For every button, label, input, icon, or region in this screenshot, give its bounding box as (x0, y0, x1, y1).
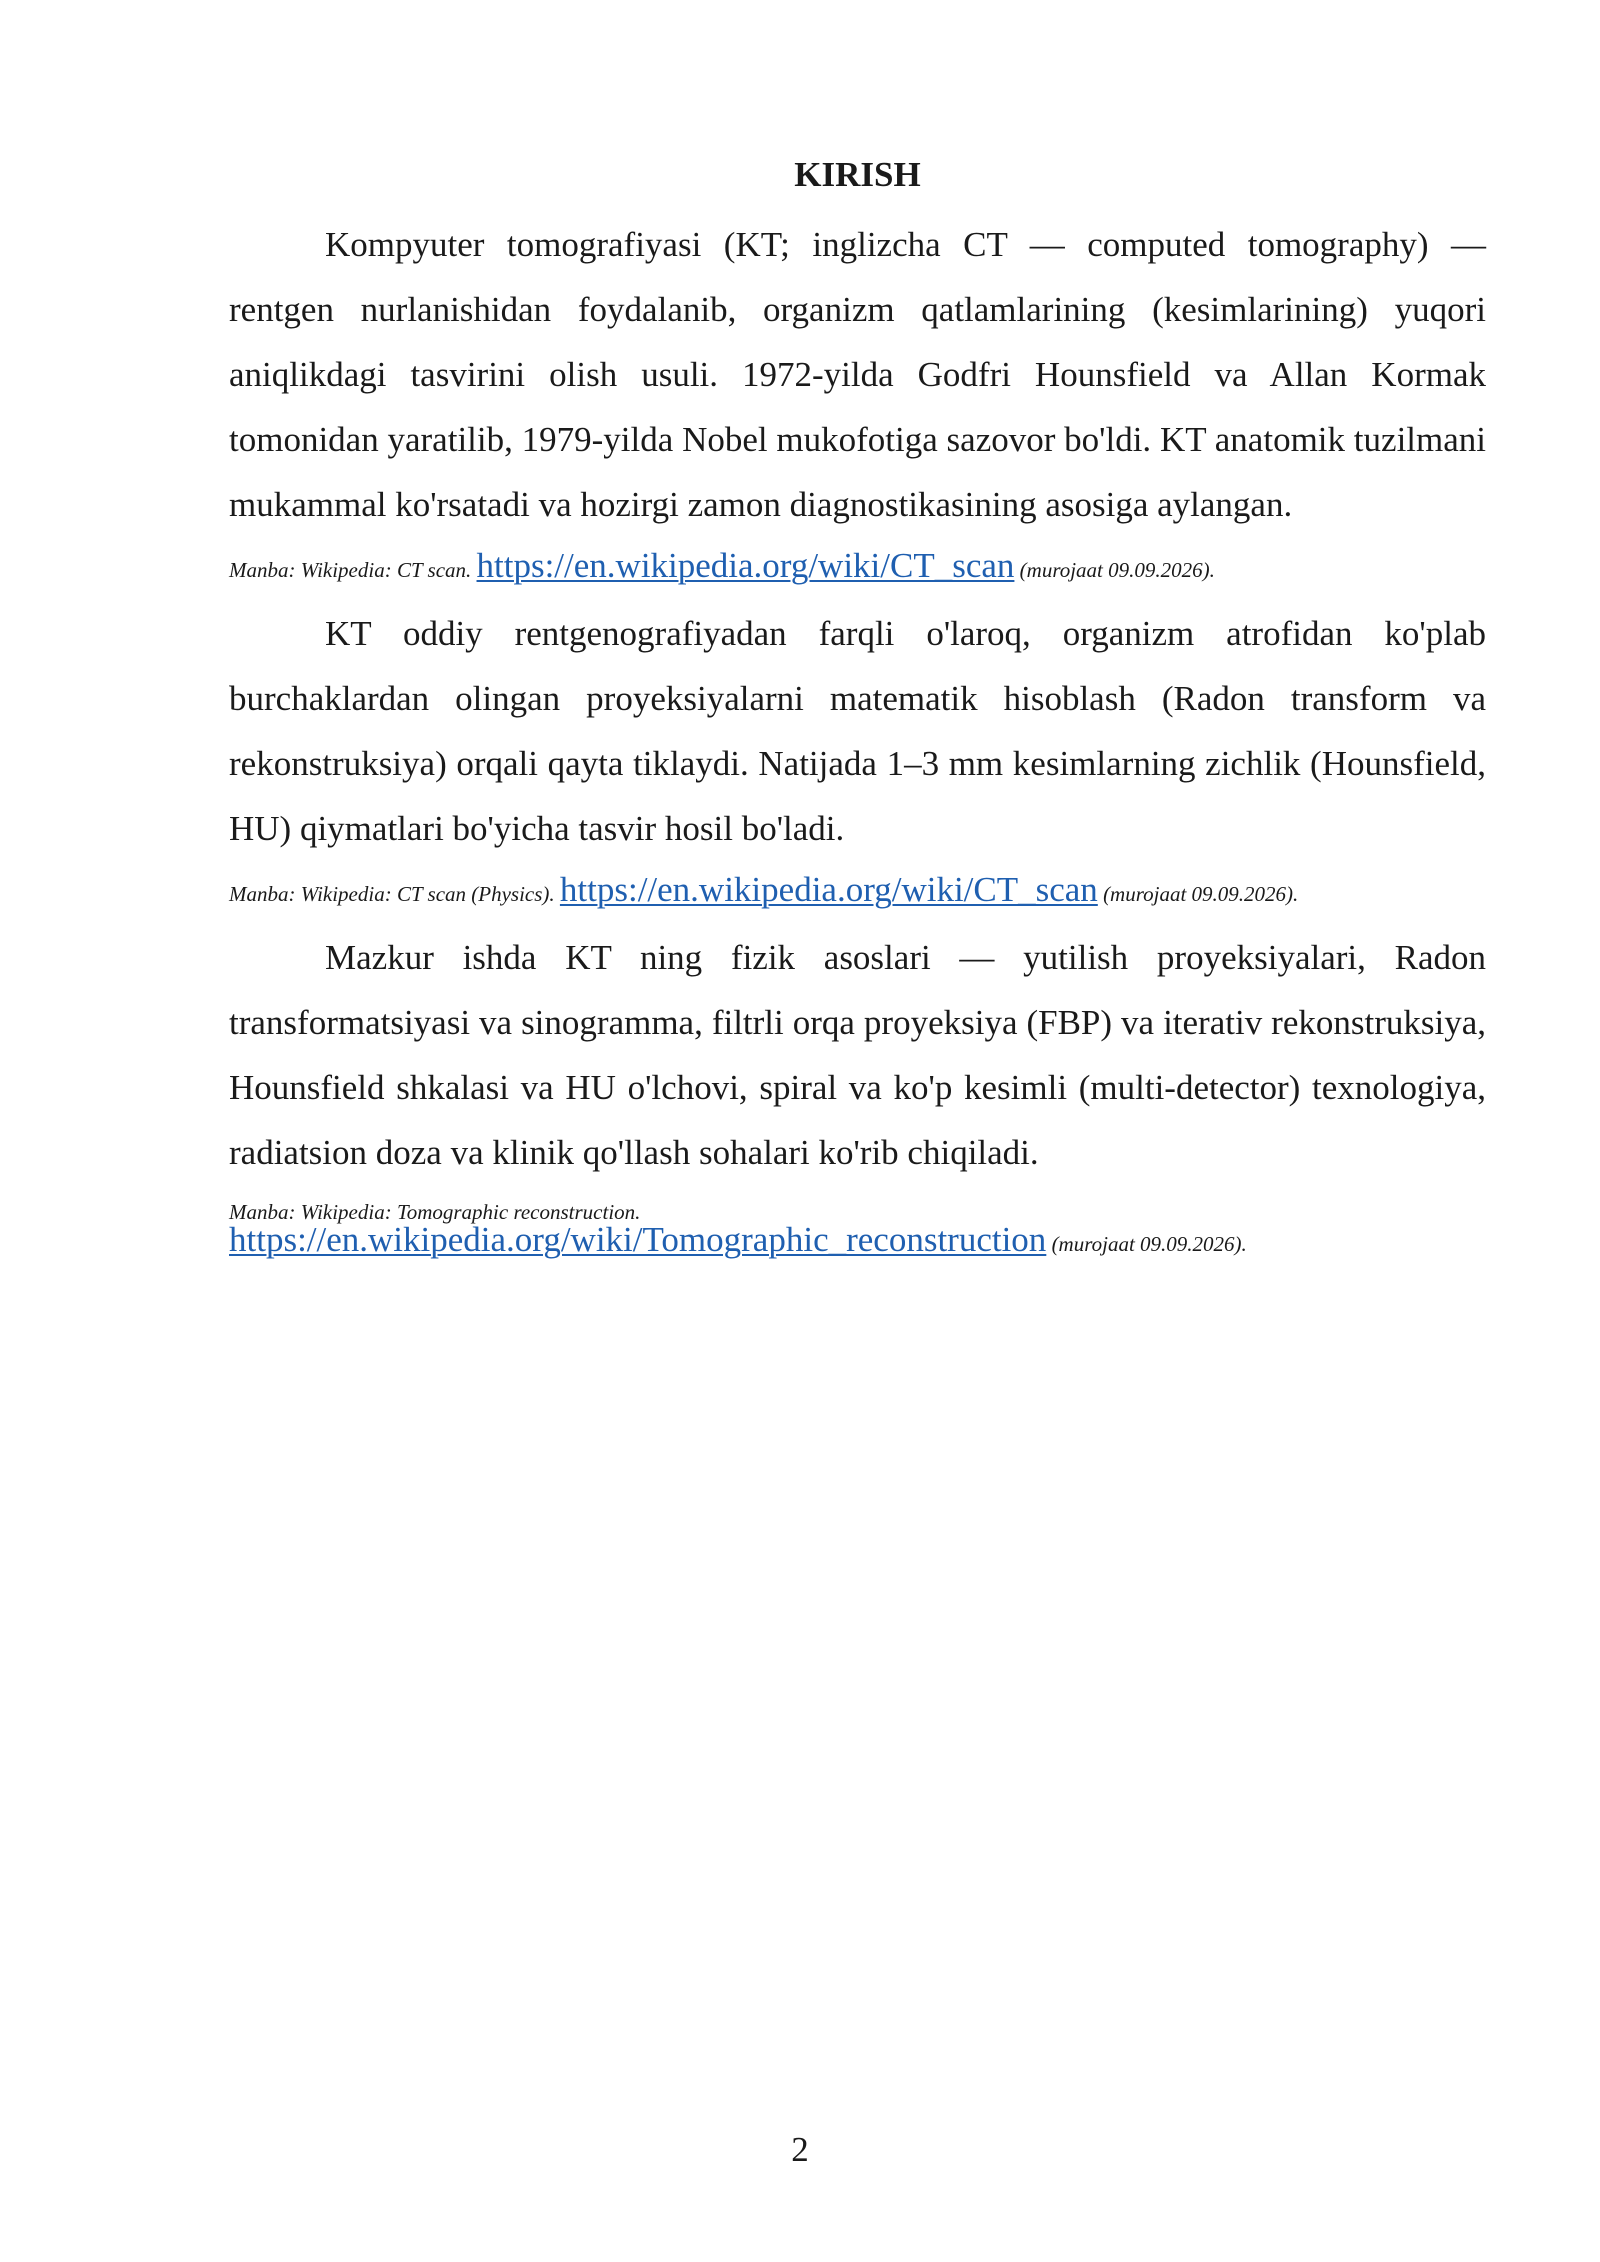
paragraph-3: Mazkur ishda KT ning fizik asoslari — yutilish proyeksiyalari, Radon transformatsiyasi va sinogramma, filtrli orqa proyeksiya (FBP) va iterativ rekonstruksiya, Hounsfield shkalasi va HU o'lchovi, spiral va ko'p kesimli (multi-detector) texnologiya, radiatsion doza va klinik qo'llash sohalari ko'rib chiqiladi. (229, 938, 1486, 1172)
page-content (229, 150, 1486, 1277)
source-link[interactable]: https://en.wikipedia.org/wiki/CT_scan (476, 546, 1015, 585)
paragraph-2: KT oddiy rentgenografiyadan farqli o'laroq, organizm atrofidan ko'plab burchaklardan olingan proyeksiyalarni matematik hisoblash (Radon transform va rekonstruksiya) orqali qayta tiklaydi. Natijada 1–3 mm kesimlarning zichlik (Hounsfield, HU) qiymatlari bo'yicha tasvir hosil bo'ladi. (229, 614, 1486, 848)
source-label: Manba: Wikipedia: CT scan. (229, 558, 472, 582)
source-link-line (229, 1220, 1486, 1261)
source-link[interactable]: https://en.wikipedia.org/wiki/CT_scan (559, 870, 1098, 909)
source-label: Manba: Wikipedia: CT scan (Physics). (229, 882, 555, 906)
source-accessed-date: (murojaat 09.09.2026). (1019, 558, 1215, 582)
source-note-3 (229, 1199, 1486, 1261)
source-note-1 (229, 546, 1486, 585)
source-accessed-date: (murojaat 09.09.2026). (1103, 882, 1299, 906)
source-label: Manba: Wikipedia: Tomographic reconstruction. (229, 1200, 641, 1224)
paragraph-1: Kompyuter tomografiyasi (KT; inglizcha CT — computed tomography) — rentgen nurlanishidan foydalanib, organizm qatlamlarining (kesimlarining) yuqori aniqlikdagi tasvirini olish usuli. 1972-yilda Godfri Hounsfield va Allan Kormak tomonidan yaratilib, 1979-yilda Nobel mukofotiga sazovor bo'ldi. KT anatomik tuzilmani mukammal ko'rsatadi va hozirgi zamon diagnostikasining asosiga aylangan. (229, 225, 1486, 524)
page-title: KIRISH (794, 155, 921, 194)
source-accessed-date: (murojaat 09.09.2026). (1051, 1232, 1247, 1256)
source-link[interactable]: https://en.wikipedia.org/wiki/Tomographic_reconstruction (229, 1220, 1047, 1259)
source-note-2 (229, 870, 1486, 909)
page-number: 2 (791, 2130, 809, 2169)
